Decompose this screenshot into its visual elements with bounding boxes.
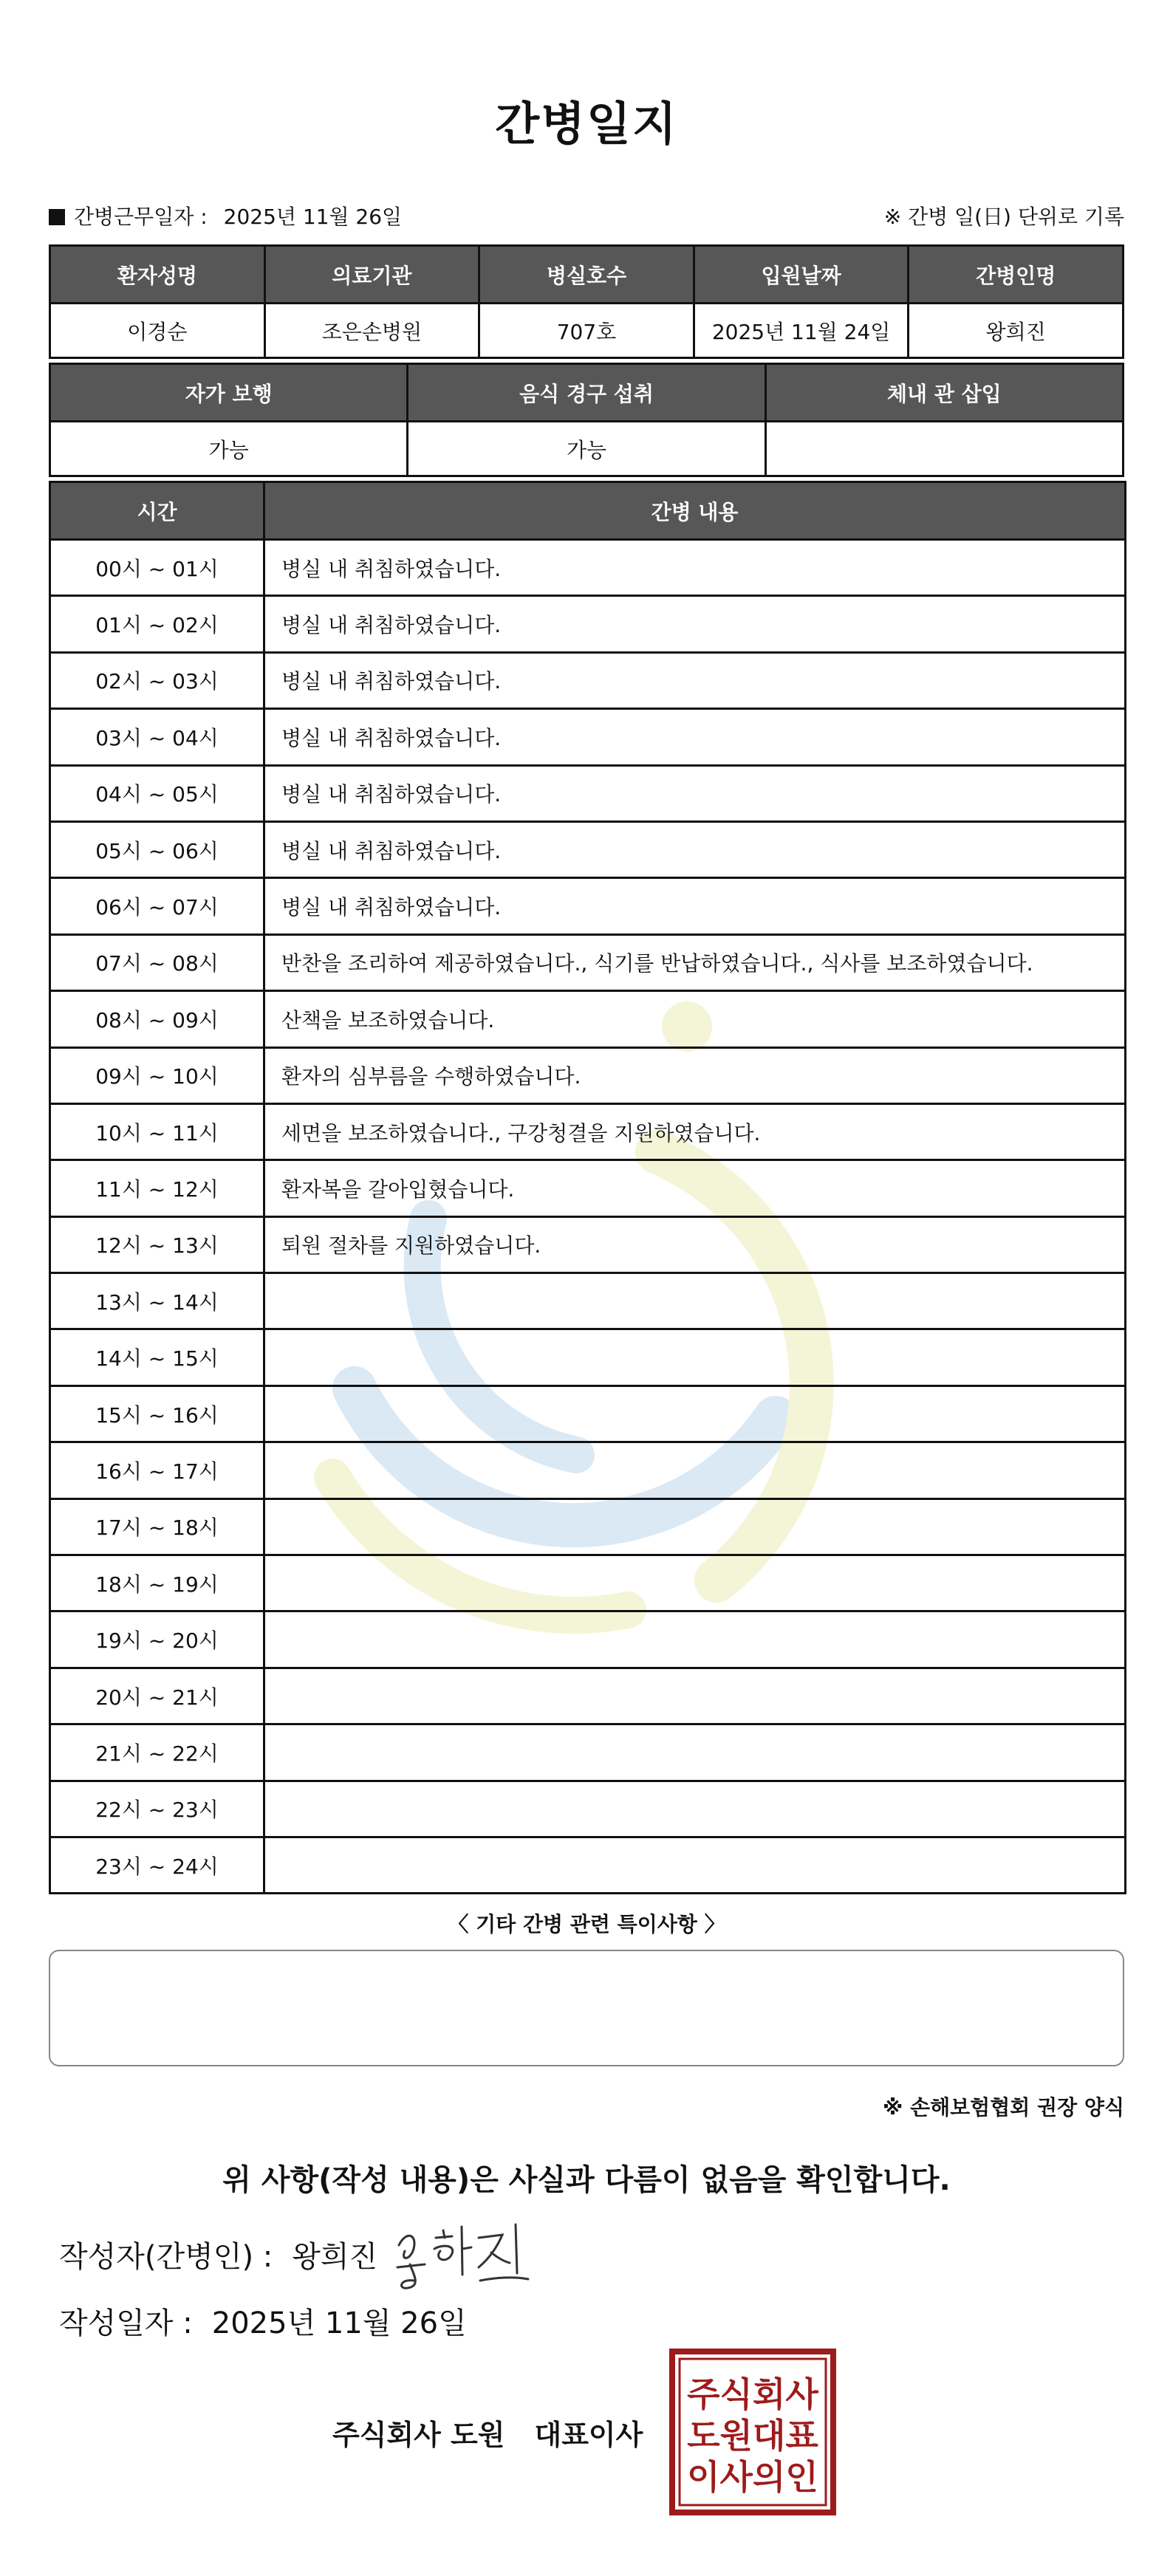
handwritten-signature [391,2216,532,2297]
care-row [50,596,1126,652]
care-time: 16시 ~ 17시 [50,1442,264,1498]
care-row [50,1385,1126,1442]
care-row [50,1611,1126,1668]
write-date-label: 작성일자 : [59,2306,193,2340]
page-title: 간병일지 [495,97,678,151]
care-time: 11시 ~ 12시 [50,1160,264,1216]
care-time: 14시 ~ 15시 [50,1329,264,1385]
care-content: 병실 내 취침하였습니다. [264,596,1126,652]
care-content: 병실 내 취침하였습니다. [264,709,1126,765]
care-content: 환자복을 갈아입혔습니다. [264,1160,1126,1216]
header-room: 병실호수 [479,246,694,304]
care-content: 산책을 보조하였습니다. [264,991,1126,1047]
header-admission-date: 입원날짜 [694,246,909,304]
care-row [50,1273,1126,1329]
header-walking: 자가 보행 [50,364,408,422]
header-hospital: 의료기관 [264,246,479,304]
care-content [264,1781,1126,1837]
care-row [50,878,1126,934]
square-bullet-icon [49,209,65,225]
status-table [49,363,1124,477]
care-time: 10시 ~ 11시 [50,1103,264,1159]
company-line [332,2412,643,2453]
header-oral-intake: 음식 경구 섭취 [408,364,765,422]
work-date-value: 2025년 11월 26일 [223,205,403,229]
confirmation-statement: 위 사항(작성 내용)은 사실과 다름이 없음을 확인합니다. [222,2163,951,2197]
walking-status: 가능 [50,422,408,476]
care-time: 20시 ~ 21시 [50,1668,264,1724]
care-content: 반찬을 조리하여 제공하였습니다., 식기를 반납하였습니다., 식사를 보조하였습니다. [264,934,1126,990]
svg-text:이사의인: 이사의인 [687,2457,818,2497]
care-content [264,1837,1126,1893]
header-caregiver: 간병인명 [909,246,1124,304]
header-care-content: 간병 내용 [264,482,1126,540]
care-row [50,1724,1126,1781]
admission-date: 2025년 11월 24일 [694,304,909,358]
care-time: 07시 ~ 08시 [50,934,264,990]
remarks-box [49,1950,1124,2066]
care-time: 05시 ~ 06시 [50,821,264,877]
header-tube-insertion: 체내 관 삽입 [765,364,1123,422]
writer-name: 왕희진 [292,2240,378,2274]
care-row [50,991,1126,1047]
care-time: 19시 ~ 20시 [50,1611,264,1668]
care-content: 병실 내 취침하였습니다. [264,652,1126,708]
care-row [50,1442,1126,1498]
care-content [264,1273,1126,1329]
care-row [50,540,1126,596]
care-time: 04시 ~ 05시 [50,765,264,821]
care-log-table [49,481,1126,1894]
patient-name: 이경순 [50,304,265,358]
care-content [264,1498,1126,1555]
care-content [264,1329,1126,1385]
company-name: 주식회사 도원 [332,2419,505,2451]
care-content: 환자의 심부름을 수행하였습니다. [264,1047,1126,1103]
oral-intake-status: 가능 [408,422,765,476]
care-time: 13시 ~ 14시 [50,1273,264,1329]
care-row [50,1216,1126,1272]
care-row [50,1837,1126,1893]
care-row [50,1498,1126,1555]
care-row [50,1555,1126,1611]
care-row [50,765,1126,821]
care-time: 09시 ~ 10시 [50,1047,264,1103]
care-content [264,1385,1126,1442]
tube-insertion-status [765,422,1123,476]
svg-text:주식회사: 주식회사 [687,2374,818,2414]
care-time: 06시 ~ 07시 [50,878,264,934]
care-content: 병실 내 취침하였습니다. [264,765,1126,821]
care-row [50,1781,1126,1837]
care-row [50,1103,1126,1159]
write-date-value: 2025년 11월 26일 [211,2306,467,2340]
care-row [50,1668,1126,1724]
company-seal-icon [669,2349,836,2515]
care-content [264,1668,1126,1724]
work-date-label: 간병근무일자 : [74,205,208,229]
writer-line [59,2233,377,2275]
care-content [264,1555,1126,1611]
care-time: 17시 ~ 18시 [50,1498,264,1555]
care-time: 02시 ~ 03시 [50,652,264,708]
care-content: 병실 내 취침하였습니다. [264,540,1126,596]
care-time: 22시 ~ 23시 [50,1781,264,1837]
write-date-line [59,2300,467,2342]
care-content [264,1611,1126,1668]
care-content: 세면을 보조하였습니다., 구강청결을 지원하였습니다. [264,1103,1126,1159]
svg-text:도원대표: 도원대표 [687,2416,818,2456]
standard-form-note: ※ 손해보험협회 권장 양식 [883,2095,1124,2120]
care-row [50,934,1126,990]
care-row [50,1047,1126,1103]
care-row [50,821,1126,877]
care-content [264,1724,1126,1781]
care-content [264,1442,1126,1498]
care-row [50,709,1126,765]
care-content: 병실 내 취침하였습니다. [264,878,1126,934]
caregiver-name: 왕희진 [909,304,1124,358]
care-row [50,1329,1126,1385]
care-content: 병실 내 취침하였습니다. [264,821,1126,877]
writer-label: 작성자(간병인) : [59,2240,273,2274]
care-content: 퇴원 절차를 지원하였습니다. [264,1216,1126,1272]
patient-info-table [49,244,1124,359]
care-time: 18시 ~ 19시 [50,1555,264,1611]
care-time: 03시 ~ 04시 [50,709,264,765]
care-row [50,652,1126,708]
hospital-name: 조은손병원 [264,304,479,358]
care-time: 01시 ~ 02시 [50,596,264,652]
header-patient-name: 환자성명 [50,246,265,304]
care-time: 21시 ~ 22시 [50,1724,264,1781]
ceo-title: 대표이사 [534,2419,643,2451]
care-time: 15시 ~ 16시 [50,1385,264,1442]
remarks-title: 〈 기타 간병 관련 특이사항 〉 [448,1912,725,1936]
header-time: 시간 [50,482,264,540]
care-time: 00시 ~ 01시 [50,540,264,596]
daily-note: ※ 간병 일(日) 단위로 기록 [883,205,1124,229]
room-number: 707호 [479,304,694,358]
care-time: 23시 ~ 24시 [50,1837,264,1893]
care-time: 12시 ~ 13시 [50,1216,264,1272]
care-row [50,1160,1126,1216]
care-time: 08시 ~ 09시 [50,991,264,1047]
work-date-line [49,201,402,230]
